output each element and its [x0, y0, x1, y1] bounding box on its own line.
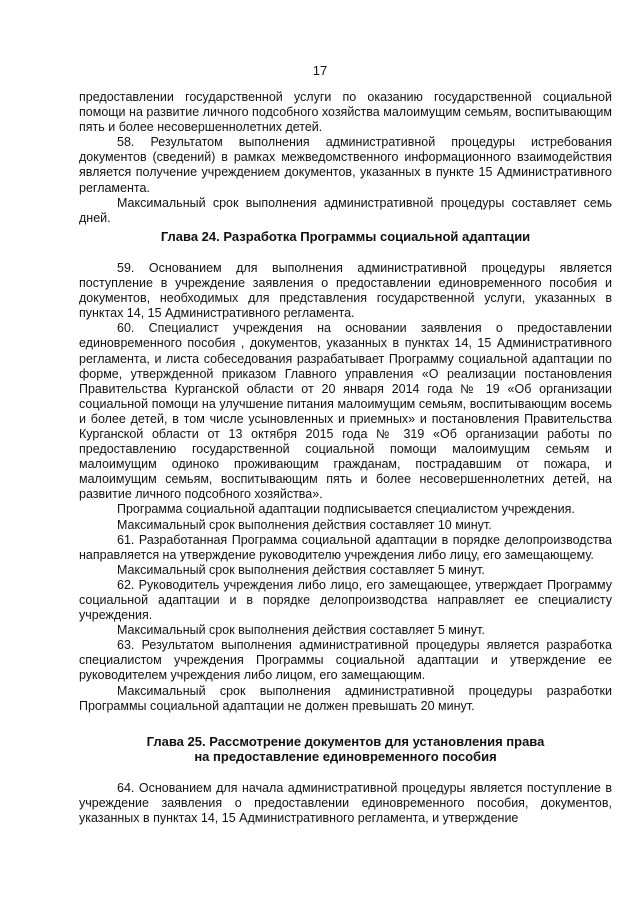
page-number: 17: [312, 63, 328, 78]
paragraph-60: 60. Специалист учреждения на основании заявления о предоставлении единовременного пособия , документов, указанных в пунктах 14, 15 Административного регламента, и листа собеседования разрабатывает Программу социальной адаптации по форме, утвержденной приказом Главного управления «О реализации постановления Правительства Курганской области от 20 января 2014 года № 19 «Об организации социальной помощи на улучшение питания малоимущим семьям, воспитывающим восемь и более детей, в том числе усыновленных и приемных» и постановления Правительства Курганской области от 13 октября 2015 года № 319 «Об организации работы по предоставлению государственной социальной помощи малоимущим семьям и малоимущим одиноко проживающим гражданам, пострадавшим от пожара, и малоимущим семьям, воспитывающим пять и более несовершеннолетних детей, на развитие личного подсобного хозяйства».: [79, 321, 612, 502]
paragraph-61-deadline: Максимальный срок выполнения действия составляет 5 минут.: [117, 562, 485, 577]
paragraph-58-deadline: Максимальный срок выполнения административной процедуры составляет семь дней.: [79, 195, 612, 225]
paragraph-62: 62. Руководитель учреждения либо лицо, его замещающее, утверждает Программу социальной адаптации и в порядке делопроизводства направляет ее специалисту учреждения.: [79, 577, 612, 623]
paragraph-continuation: предоставлении государственной услуги по оказанию государственной социальной помощи на развитие личного подсобного хозяйства малоимущим семьям, воспитывающим пять и более несовершеннолетних детей.: [79, 90, 612, 135]
paragraph-63-deadline: Максимальный срок выполнения административной процедуры разработки Программы социальной адаптации не должен превышать 20 минут.: [79, 683, 612, 713]
document-body: [79, 90, 612, 826]
chapter-25-heading: [79, 734, 612, 764]
paragraph-60-signature: Программа социальной адаптации подписывается специалистом учреждения.: [117, 502, 575, 517]
paragraph-61: 61. Разработанная Программа социальной адаптации в порядке делопроизводства направляется на утверждение руководителю учреждения либо лицу, его замещающему.: [79, 532, 612, 562]
chapter-25-heading-line2: на предоставление единовременного пособия: [194, 748, 497, 764]
paragraph-58: 58. Результатом выполнения административной процедуры истребования документов (сведений) в рамках межведомственного информационного взаимодействия является получение учреждением документов, указанных в пункте 15 Административного регламента.: [79, 135, 612, 195]
paragraph-63: 63. Результатом выполнения административной процедуры является разработка специалистом учреждения Программы социальной адаптации и утверждение ее руководителем учреждения либо лицом, его замещающим.: [79, 638, 612, 683]
paragraph-60-deadline: Максимальный срок выполнения действия составляет 10 минут.: [117, 517, 492, 532]
paragraph-64: 64. Основанием для начала административной процедуры является поступление в учреждение заявления о предоставлении единовременного пособия, документов, указанных в пунктах 14, 15 Административного регламента, и утверждение: [79, 780, 612, 826]
paragraph-59: 59. Основанием для выполнения административной процедуры является поступление в учреждение заявления о предоставлении единовременного пособия и документов, необходимых для представления государственной услуги, указанных в пунктах 14, 15 Административного регламента.: [79, 260, 612, 321]
chapter-24-heading: Глава 24. Разработка Программы социальной адаптации: [160, 228, 531, 244]
chapter-25-heading-line1: Глава 25. Рассмотрение документов для установления права: [146, 733, 545, 749]
paragraph-62-deadline: Максимальный срок выполнения действия составляет 5 минут.: [117, 623, 485, 638]
